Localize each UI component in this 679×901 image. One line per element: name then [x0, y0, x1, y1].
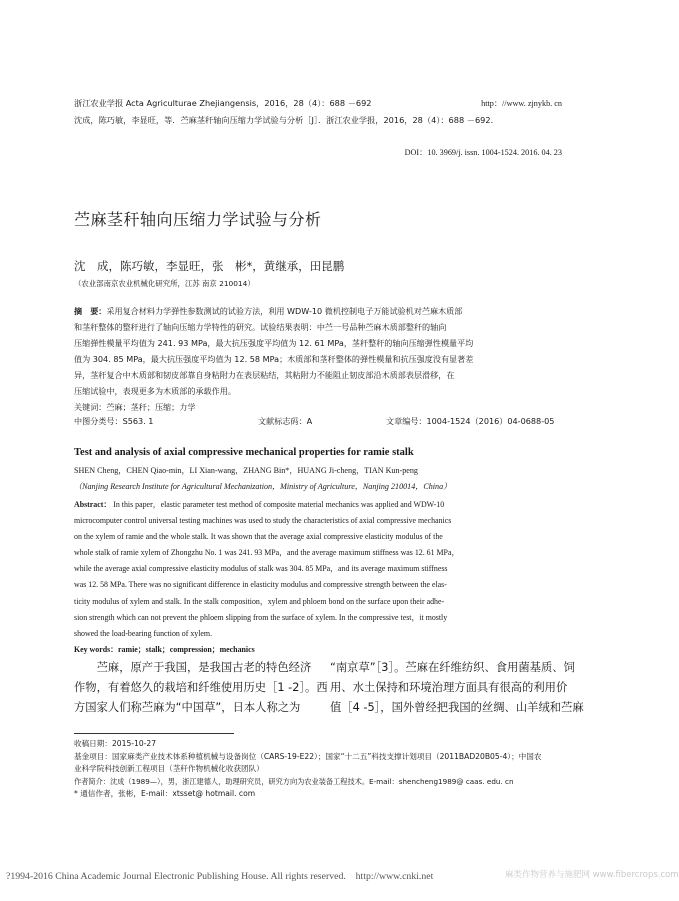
abstract-zh [74, 303, 564, 415]
funding: 基金项目：国家麻类产业技术体系种植机械与设备岗位（CARS-19-E22）；国家“十二五”科技支撑计划项目（2011BAD20B05-4）；中国农 [74, 751, 542, 761]
body-line: 值［4 -5］，国外曾经把我国的丝绸、山羊绒和苎麻 [330, 701, 584, 714]
footnotes [74, 738, 574, 801]
abstract-en-line: In this paper，elastic parameter test method of composite material mechanics was applied and WDW-10 [113, 500, 445, 509]
abstract-en-line: while the average axial compressive elasticity modulus of stalk was 304. 85 MPa，and its average maximum stiffness [74, 564, 448, 574]
body-line: 苎麻，原产于我国，是我国古老的特色经济 [74, 661, 312, 674]
abstract-zh-line: 值为 304. 85 MPa，最大抗压强度平均值为 12. 58 MPa；木质部和茎秆整体的弹性模量和抗压强度没有显著差 [74, 354, 474, 364]
authors-zh: 沈 成，陈巧敏，李显旺，张 彬*，黄继承，田昆鹏 [74, 259, 345, 273]
abstract-zh-line: 采用复合材料力学弹性参数测试的试验方法，利用 WDW-10 微机控制电子万能试验机对苎麻木质部 [106, 306, 463, 316]
article-number: 文章编号：1004-1524（2016）04-0688-05 [386, 416, 555, 426]
affiliation-en: （Nanjing Research Institute for Agricultural Mechanization，Ministry of Agriculture，Nanjing 210014，China） [74, 482, 452, 491]
corresponding-author: * 通信作者，张彬，E-mail：xtsset@ hotmail. com [74, 789, 256, 798]
body-line: 方国家人们称苎麻为“中国草”，日本人称之为 [74, 701, 301, 714]
body-column-left [74, 658, 328, 718]
abstract-en-line: microcomputer control universal testing machines was used to study the characteristics of axial compressive mechanics [74, 516, 452, 526]
journal-citation-line: 浙江农业学报 Acta Agriculturae Zhejiangensis，2016，28（4）：688 －692 [74, 98, 372, 108]
abstract-zh-line: 和茎秆整体的整秆进行了轴向压缩力学特性的研究。试验结果表明：中苎一号品种苎麻木质部整秆的轴向 [74, 322, 447, 332]
affiliation-zh: （农业部南京农业机械化研究所，江苏 南京 210014） [74, 279, 255, 288]
body-line: 用、水土保持和环境治理方面具有很高的利用价 [330, 681, 568, 694]
paper-title-zh: 苎麻茎秆轴向压缩力学试验与分析 [74, 210, 322, 229]
keywords-en: Key words：ramie；stalk；compression；mechanics [74, 644, 255, 654]
author-bio: 作者简介：沈成（1989—），男，浙江建德人，助理研究员，研究方向为农业装备工程技术。E-mail：shencheng1989@ caas. edu. cn [74, 776, 514, 786]
watermark: 麻类作物营养与施肥网 www.fibercrops.com [505, 870, 679, 880]
received-date: 收稿日期：2015-10-27 [74, 739, 157, 748]
paper-title-en: Test and analysis of axial compressive mechanical properties for ramie stalk [74, 447, 414, 458]
abstract-en-line: on the xylem of ramie and the whole stalk. It was shown that the average axial compressive elasticity modulus of the [74, 532, 443, 542]
keywords-zh: 关键词：苎麻；茎秆；压缩；力学 [74, 402, 196, 412]
abstract-zh-line: 异，茎秆复合中木质部和韧皮部靠自身粘附力在表层粘结，其粘附力不能阻止韧皮部沿木质部表层滑移，在 [74, 370, 455, 380]
abstract-en-label: Abstract： [74, 500, 112, 509]
citation-format: 沈成，陈巧敏，李显旺，等．苎麻茎秆轴向压缩力学试验与分析［J］．浙江农业学报，2016，28（4）：688 －692． [74, 115, 499, 125]
footnote-divider [74, 733, 234, 734]
body-column-right [330, 658, 584, 718]
abstract-en-line: was 12. 58 MPa. There was no significant difference in elasticity modulus and compressive strength between the elas- [74, 580, 447, 590]
authors-en: SHEN Cheng，CHEN Qiao-min，LI Xian-wang，ZHANG Bin*，HUANG Ji-cheng，TIAN Kun-peng [74, 466, 418, 475]
copyright-line: ?1994-2016 China Academic Journal Electronic Publishing House. All rights reserved. http://www.cnki.net [6, 871, 434, 882]
body-line: “南京草”［3］。苎麻在纤维纺织、食用菌基质、饲 [330, 661, 575, 674]
journal-url[interactable]: http：//www. zjnykb. cn [481, 99, 562, 108]
abstract-zh-line: 压缩弹性模量平均值为 241. 93 MPa，最大抗压强度平均值为 12. 61 MPa，茎秆整秆的轴向压缩弹性模量平均 [74, 338, 474, 348]
abstract-en-line: sion strength which can not prevent the phloem slipping from the surface of xylem. In the compressive test，it mostly [74, 612, 448, 622]
body-line: 作物，有着悠久的栽培和纤维使用历史［1 -2］。西 [74, 681, 328, 694]
doi: DOI：10. 3969/j. issn. 1004-1524. 2016. 04. 23 [404, 148, 562, 157]
abstract-zh-label: 摘 要： [74, 306, 107, 316]
document-code: 文献标志码：A [258, 416, 313, 426]
abstract-en-line: whole stalk of ramie xylem of Zhongzhu No. 1 was 241. 93 MPa，and the average maximum stiffness was 12. 61 MPa， [74, 548, 460, 558]
abstract-en [74, 497, 566, 658]
clc-number: 中图分类号：S563. 1 [74, 416, 154, 426]
abstract-zh-line: 压缩试验中，表现更多为木质部的承载作用。 [74, 386, 236, 396]
abstract-en-line: showed the load-bearing function of xylem. [74, 628, 213, 638]
funding-continued: 业科学院科技创新工程项目（茎秆作物机械化收获团队） [74, 764, 264, 773]
abstract-en-line: ticity modulus of xylem and stalk. In the stalk composition，xylem and phloem bond on the surface upon their adhe- [74, 596, 445, 606]
